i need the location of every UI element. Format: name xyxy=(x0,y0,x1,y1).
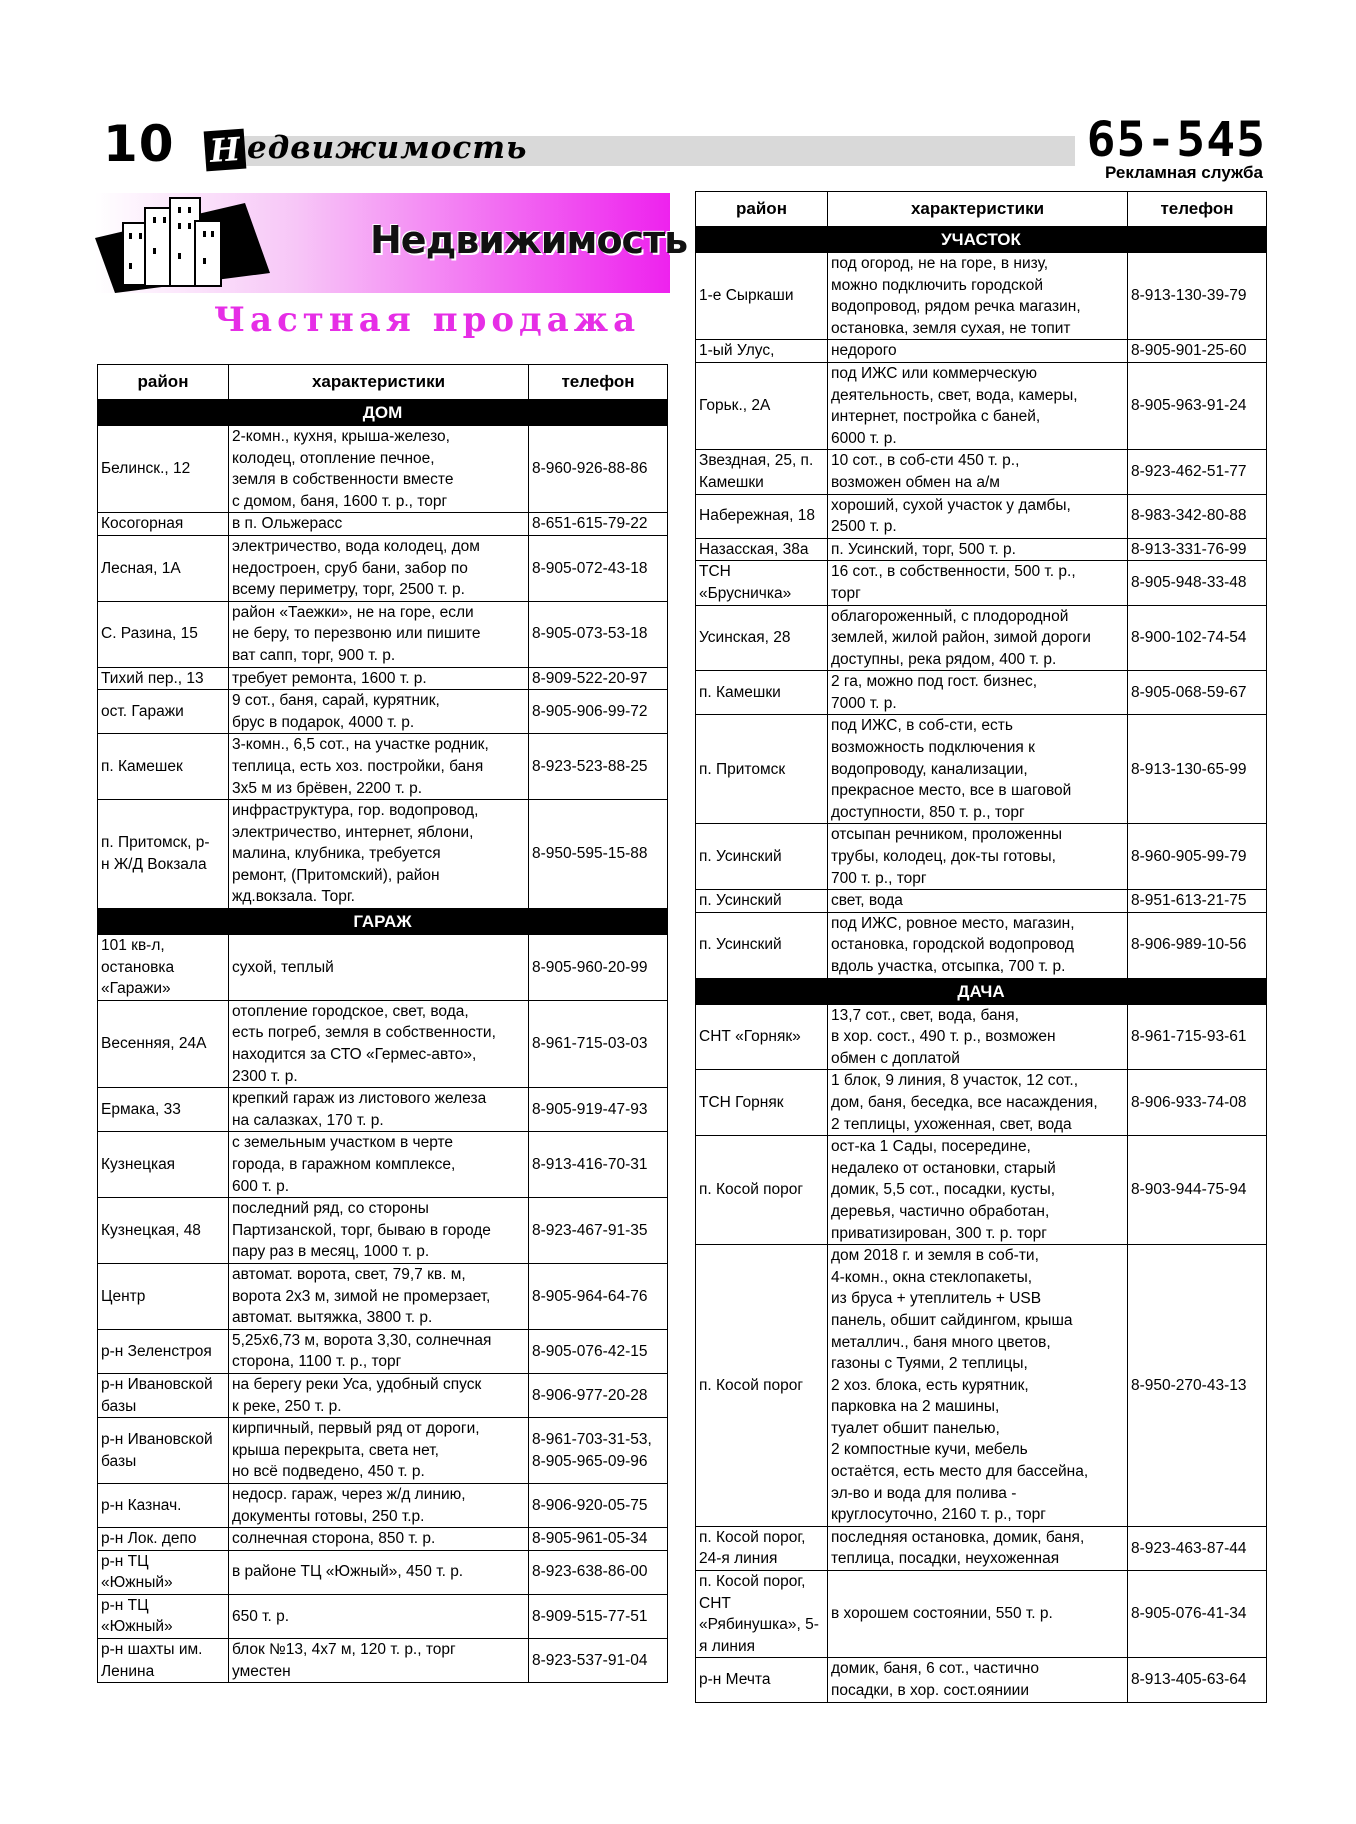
cell-phone: 8-905-961-05-34 xyxy=(529,1528,668,1551)
table-row xyxy=(98,1263,668,1329)
cell-district: п. Усинский xyxy=(696,912,828,978)
cell-district: Лесная, 1А xyxy=(98,535,229,601)
cell-phone: 8-905-960-20-99 xyxy=(529,935,668,1001)
table-row xyxy=(98,426,668,513)
cell-phone: 8-905-076-42-15 xyxy=(529,1329,668,1373)
cell-details: отопление городское, свет, вода, есть погреб, земля в собственности, находится за СТО «Гермес-авто», 2300 т. р. xyxy=(229,1000,529,1087)
cell-details: крепкий гараж из листового железа на салазках, 170 т. р. xyxy=(229,1088,529,1132)
cell-phone: 8-905-901-25-60 xyxy=(1128,340,1267,363)
banner-title: Недвижимость xyxy=(370,218,688,262)
cell-district: р-н шахты им. Ленина xyxy=(98,1639,229,1683)
column-header-details: характеристики xyxy=(229,365,529,400)
section-initial-badge: Н xyxy=(204,129,247,172)
cell-details: 2-комн., кухня, крыша-железо, колодец, отопление печное, земля в собственности вместе с домом, баня, 1600 т. р., торг xyxy=(229,426,529,513)
table-row xyxy=(696,671,1267,715)
column-header-district: район xyxy=(696,192,828,227)
cell-details: в районе ТЦ «Южный», 450 т. р. xyxy=(229,1550,529,1594)
cell-details: требует ремонта, 1600 т. р. xyxy=(229,667,529,690)
cell-phone: 8-923-638-86-00 xyxy=(529,1550,668,1594)
cell-details: электричество, вода колодец, дом недостроен, сруб бани, забор по всему периметру, торг, 2500 т. р. xyxy=(229,535,529,601)
table-header-row xyxy=(696,192,1267,227)
category-row xyxy=(98,909,668,935)
cell-district: п. Косой порог, 24-я линия xyxy=(696,1526,828,1570)
cell-details: инфраструктура, гор. водопровод, электричество, интернет, яблони, малина, клубника, требуется ремонт, (Притомский), район жд.вокзала. Торг. xyxy=(229,800,529,909)
cell-details: облагороженный, с плодородной землей, жилой район, зимой дороги доступны, река рядом, 400 т. р. xyxy=(828,605,1128,671)
cell-phone: 8-906-933-74-08 xyxy=(1128,1070,1267,1136)
cell-details: 3-комн., 6,5 сот., на участке родник, теплица, есть хоз. постройки, баня 3х5 м из брёвен, 2200 т. р. xyxy=(229,734,529,800)
cell-district: п. Камешек xyxy=(98,734,229,800)
page-number: 10 xyxy=(103,115,175,173)
cell-district: п. Притомск, р- н Ж/Д Вокзала xyxy=(98,800,229,909)
table-row xyxy=(696,824,1267,890)
column-header-details: характеристики xyxy=(828,192,1128,227)
table-row xyxy=(98,1088,668,1132)
cell-phone: 8-905-073-53-18 xyxy=(529,601,668,667)
cell-district: Ермака, 33 xyxy=(98,1088,229,1132)
table-row xyxy=(98,1550,668,1594)
table-row xyxy=(696,450,1267,494)
table-row xyxy=(98,1373,668,1417)
cell-district: Усинская, 28 xyxy=(696,605,828,671)
cell-phone: 8-905-072-43-18 xyxy=(529,535,668,601)
cell-phone: 8-961-715-03-03 xyxy=(529,1000,668,1087)
category-row xyxy=(98,400,668,426)
table-row xyxy=(98,1418,668,1484)
table-row xyxy=(696,912,1267,978)
cell-details: дом 2018 г. и земля в соб-ти, 4-комн., окна стеклопакеты, из бруса + утеплитель + USB панель, обшит сайдингом, крыша металлич., баня много цветов, газоны с Туями, 2 теплицы, 2 хоз. блока, есть курятник, парковка на 2 машины, туалет обшит панелью, 2 компостные кучи, мебель остаётся, есть место для бассейна, эл-во и вода для полива - круглосуточно, 2160 т. р., торг xyxy=(828,1245,1128,1527)
cell-phone: 8-913-130-65-99 xyxy=(1128,715,1267,824)
category-heading: ДОМ xyxy=(98,400,668,426)
cell-phone: 8-905-906-99-72 xyxy=(529,690,668,734)
cell-details: на берегу реки Уса, удобный спуск к реке, 250 т. р. xyxy=(229,1373,529,1417)
cell-phone: 8-913-130-39-79 xyxy=(1128,253,1267,340)
cell-district: р-н Мечта xyxy=(696,1658,828,1702)
cell-district: Косогорная xyxy=(98,513,229,536)
table-row xyxy=(98,1132,668,1198)
cell-phone: 8-913-416-70-31 xyxy=(529,1132,668,1198)
cell-phone: 8-651-615-79-22 xyxy=(529,513,668,536)
table-row xyxy=(98,1198,668,1264)
cell-details: 9 сот., баня, сарай, курятник, брус в подарок, 4000 т. р. xyxy=(229,690,529,734)
cell-phone: 8-923-463-87-44 xyxy=(1128,1526,1267,1570)
cell-district: п. Усинский xyxy=(696,824,828,890)
cell-phone: 8-913-405-63-64 xyxy=(1128,1658,1267,1702)
cell-details: отсыпан речником, проложенны трубы, колодец, док-ты готовы, 700 т. р., торг xyxy=(828,824,1128,890)
table-row xyxy=(696,253,1267,340)
cell-phone: 8-961-703-31-53, 8-905-965-09-96 xyxy=(529,1418,668,1484)
cell-district: р-н Ивановской базы xyxy=(98,1418,229,1484)
cell-district: Набережная, 18 xyxy=(696,494,828,538)
cell-district: 1-ый Улус, xyxy=(696,340,828,363)
category-heading: УЧАСТОК xyxy=(696,227,1267,253)
cell-district: СНТ «Горняк» xyxy=(696,1004,828,1070)
cell-details: недорого xyxy=(828,340,1128,363)
cell-details: последняя остановка, домик, баня, теплица, посадки, неухоженная xyxy=(828,1526,1128,1570)
cell-district: Кузнецкая, 48 xyxy=(98,1198,229,1264)
column-header-phone: телефон xyxy=(529,365,668,400)
cell-details: 650 т. р. xyxy=(229,1594,529,1638)
table-row xyxy=(98,1639,668,1683)
cell-district: п. Косой порог xyxy=(696,1136,828,1245)
cell-details: блок №13, 4х7 м, 120 т. р., торг уместен xyxy=(229,1639,529,1683)
cell-district: 101 кв-л, остановка «Гаражи» xyxy=(98,935,229,1001)
table-header-row xyxy=(98,365,668,400)
cell-details: последний ряд, со стороны Партизанской, торг, бываю в городе пару раз в месяц, 1000 т. р. xyxy=(229,1198,529,1264)
cell-district: п. Камешки xyxy=(696,671,828,715)
cell-phone: 8-950-595-15-88 xyxy=(529,800,668,909)
cell-details: ост-ка 1 Сады, посередине, недалеко от остановки, старый домик, 5,5 сот., посадки, кусты, деревья, частично обработан, приватизирован, 300 т. р. торг xyxy=(828,1136,1128,1245)
cell-district: р-н Лок. депо xyxy=(98,1528,229,1551)
cell-details: п. Усинский, торг, 500 т. р. xyxy=(828,538,1128,561)
table-row xyxy=(98,690,668,734)
section-title: едвижимость xyxy=(247,130,528,166)
cell-phone: 8-905-076-41-34 xyxy=(1128,1571,1267,1658)
cell-details: солнечная сторона, 850 т. р. xyxy=(229,1528,529,1551)
table-row xyxy=(98,1329,668,1373)
table-row xyxy=(98,734,668,800)
category-row xyxy=(696,978,1267,1004)
category-row xyxy=(696,227,1267,253)
table-row xyxy=(98,1528,668,1551)
table-row xyxy=(696,605,1267,671)
table-row xyxy=(696,1526,1267,1570)
table-row xyxy=(696,1004,1267,1070)
table-row xyxy=(98,1483,668,1527)
cell-district: ТСН Горняк xyxy=(696,1070,828,1136)
cell-district: 1-е Сыркаши xyxy=(696,253,828,340)
cell-phone: 8-905-068-59-67 xyxy=(1128,671,1267,715)
cell-phone: 8-906-977-20-28 xyxy=(529,1373,668,1417)
cell-phone: 8-905-963-91-24 xyxy=(1128,362,1267,449)
cell-district: р-н Казнач. xyxy=(98,1483,229,1527)
column-header-phone: телефон xyxy=(1128,192,1267,227)
cell-details: под ИЖС или коммерческую деятельность, свет, вода, камеры, интернет, постройка с баней, 6000 т. р. xyxy=(828,362,1128,449)
ad-service-phone: 65-545 xyxy=(1086,112,1266,168)
table-row xyxy=(98,1594,668,1638)
cell-details: 16 сот., в собственности, 500 т. р., торг xyxy=(828,561,1128,605)
cell-details: с земельным участком в черте города, в гаражном комплексе, 600 т. р. xyxy=(229,1132,529,1198)
table-row xyxy=(98,513,668,536)
cell-district: р-н ТЦ «Южный» xyxy=(98,1550,229,1594)
cell-phone: 8-913-331-76-99 xyxy=(1128,538,1267,561)
cell-district: С. Разина, 15 xyxy=(98,601,229,667)
cell-district: п. Косой порог xyxy=(696,1245,828,1527)
cell-details: 10 сот., в соб-сти 450 т. р., возможен обмен на а/м xyxy=(828,450,1128,494)
cell-district: Весенняя, 24А xyxy=(98,1000,229,1087)
table-row xyxy=(696,715,1267,824)
table-row xyxy=(696,538,1267,561)
cell-details: свет, вода xyxy=(828,890,1128,913)
table-row xyxy=(98,935,668,1001)
cell-district: п. Косой порог, СНТ «Рябинушка», 5- я линия xyxy=(696,1571,828,1658)
cell-phone: 8-909-522-20-97 xyxy=(529,667,668,690)
cell-details: 5,25х6,73 м, ворота 3,30, солнечная сторона, 1100 т. р., торг xyxy=(229,1329,529,1373)
cell-phone: 8-923-537-91-04 xyxy=(529,1639,668,1683)
cell-phone: 8-961-715-93-61 xyxy=(1128,1004,1267,1070)
cell-phone: 8-923-523-88-25 xyxy=(529,734,668,800)
cell-details: хороший, сухой участок у дамбы, 2500 т. р. xyxy=(828,494,1128,538)
cell-district: Кузнецкая xyxy=(98,1132,229,1198)
cell-district: ТСН «Брусничка» xyxy=(696,561,828,605)
cell-details: 13,7 сот., свет, вода, баня, в хор. сост., 490 т. р., возможен обмен с доплатой xyxy=(828,1004,1128,1070)
cell-district: ост. Гаражи xyxy=(98,690,229,734)
cell-details: автомат. ворота, свет, 79,7 кв. м, ворота 2х3 м, зимой не промерзает, автомат. вытяжка, 3800 т. р. xyxy=(229,1263,529,1329)
cell-district: п. Усинский xyxy=(696,890,828,913)
cell-phone: 8-983-342-80-88 xyxy=(1128,494,1267,538)
table-row xyxy=(696,1136,1267,1245)
table-row xyxy=(696,1571,1267,1658)
cell-district: п. Притомск xyxy=(696,715,828,824)
cell-details: 2 га, можно под гост. бизнес, 7000 т. р. xyxy=(828,671,1128,715)
table-row xyxy=(696,1245,1267,1527)
cell-details: сухой, теплый xyxy=(229,935,529,1001)
listings-table-right xyxy=(695,191,1267,1703)
cell-phone: 8-903-944-75-94 xyxy=(1128,1136,1267,1245)
cell-details: кирпичный, первый ряд от дороги, крыша перекрыта, света нет, но всё подведено, 450 т. р. xyxy=(229,1418,529,1484)
table-row xyxy=(98,1000,668,1087)
table-row xyxy=(98,667,668,690)
table-row xyxy=(98,535,668,601)
table-row xyxy=(98,601,668,667)
table-row xyxy=(696,890,1267,913)
table-row xyxy=(696,494,1267,538)
table-row xyxy=(696,1658,1267,1702)
cell-phone: 8-923-462-51-77 xyxy=(1128,450,1267,494)
table-row xyxy=(696,561,1267,605)
table-row xyxy=(696,362,1267,449)
cell-district: р-н Ивановской базы xyxy=(98,1373,229,1417)
cell-details: район «Таежки», не на горе, если не беру, то перезвоню или пишите ват сапп, торг, 900 т. р. xyxy=(229,601,529,667)
cell-phone: 8-923-467-91-35 xyxy=(529,1198,668,1264)
cell-phone: 8-909-515-77-51 xyxy=(529,1594,668,1638)
cell-phone: 8-905-964-64-76 xyxy=(529,1263,668,1329)
cell-district: Центр xyxy=(98,1263,229,1329)
cell-district: Назасская, 38а xyxy=(696,538,828,561)
cell-details: под ИЖС, ровное место, магазин, остановка, городской водопровод вдоль участка, отсыпка, 700 т. р. xyxy=(828,912,1128,978)
cell-details: под ИЖС, в соб-сти, есть возможность подключения к водопроводу, канализации, прекрасное место, все в шаговой доступности, 850 т. р., торг xyxy=(828,715,1128,824)
cell-phone: 8-906-920-05-75 xyxy=(529,1483,668,1527)
cell-district: Белинск., 12 xyxy=(98,426,229,513)
ad-service-label: Рекламная служба xyxy=(1105,163,1263,182)
cell-phone: 8-906-989-10-56 xyxy=(1128,912,1267,978)
category-heading: ДАЧА xyxy=(696,978,1267,1004)
cell-district: Тихий пер., 13 xyxy=(98,667,229,690)
cell-phone: 8-950-270-43-13 xyxy=(1128,1245,1267,1527)
cell-phone: 8-905-948-33-48 xyxy=(1128,561,1267,605)
cell-district: Горьк., 2А xyxy=(696,362,828,449)
cell-district: р-н ТЦ «Южный» xyxy=(98,1594,229,1638)
cell-district: р-н Зеленстроя xyxy=(98,1329,229,1373)
cell-details: 1 блок, 9 линия, 8 участок, 12 сот., дом, баня, беседка, все насаждения, 2 теплицы, ухоженная, свет, вода xyxy=(828,1070,1128,1136)
table-row xyxy=(98,800,668,909)
table-row xyxy=(696,340,1267,363)
banner-subtitle: Частная продажа xyxy=(214,300,641,340)
cell-district: Звездная, 25, п. Камешки xyxy=(696,450,828,494)
category-heading: ГАРАЖ xyxy=(98,909,668,935)
cell-phone: 8-900-102-74-54 xyxy=(1128,605,1267,671)
cell-details: домик, баня, 6 сот., частично посадки, в хор. сост.ояниии xyxy=(828,1658,1128,1702)
cell-details: в п. Ольжерасс xyxy=(229,513,529,536)
cell-details: в хорошем состоянии, 550 т. р. xyxy=(828,1571,1128,1658)
column-header-district: район xyxy=(98,365,229,400)
cell-phone: 8-905-919-47-93 xyxy=(529,1088,668,1132)
cell-phone: 8-960-905-99-79 xyxy=(1128,824,1267,890)
cell-details: под огород, не на горе, в низу, можно подключить городской водопровод, рядом речка магазин, остановка, земля сухая, не топит xyxy=(828,253,1128,340)
cell-phone: 8-951-613-21-75 xyxy=(1128,890,1267,913)
cell-phone: 8-960-926-88-86 xyxy=(529,426,668,513)
cell-details: недоср. гараж, через ж/д линию, документы готовы, 250 т.р. xyxy=(229,1483,529,1527)
table-row xyxy=(696,1070,1267,1136)
listings-table-left xyxy=(97,364,668,1683)
